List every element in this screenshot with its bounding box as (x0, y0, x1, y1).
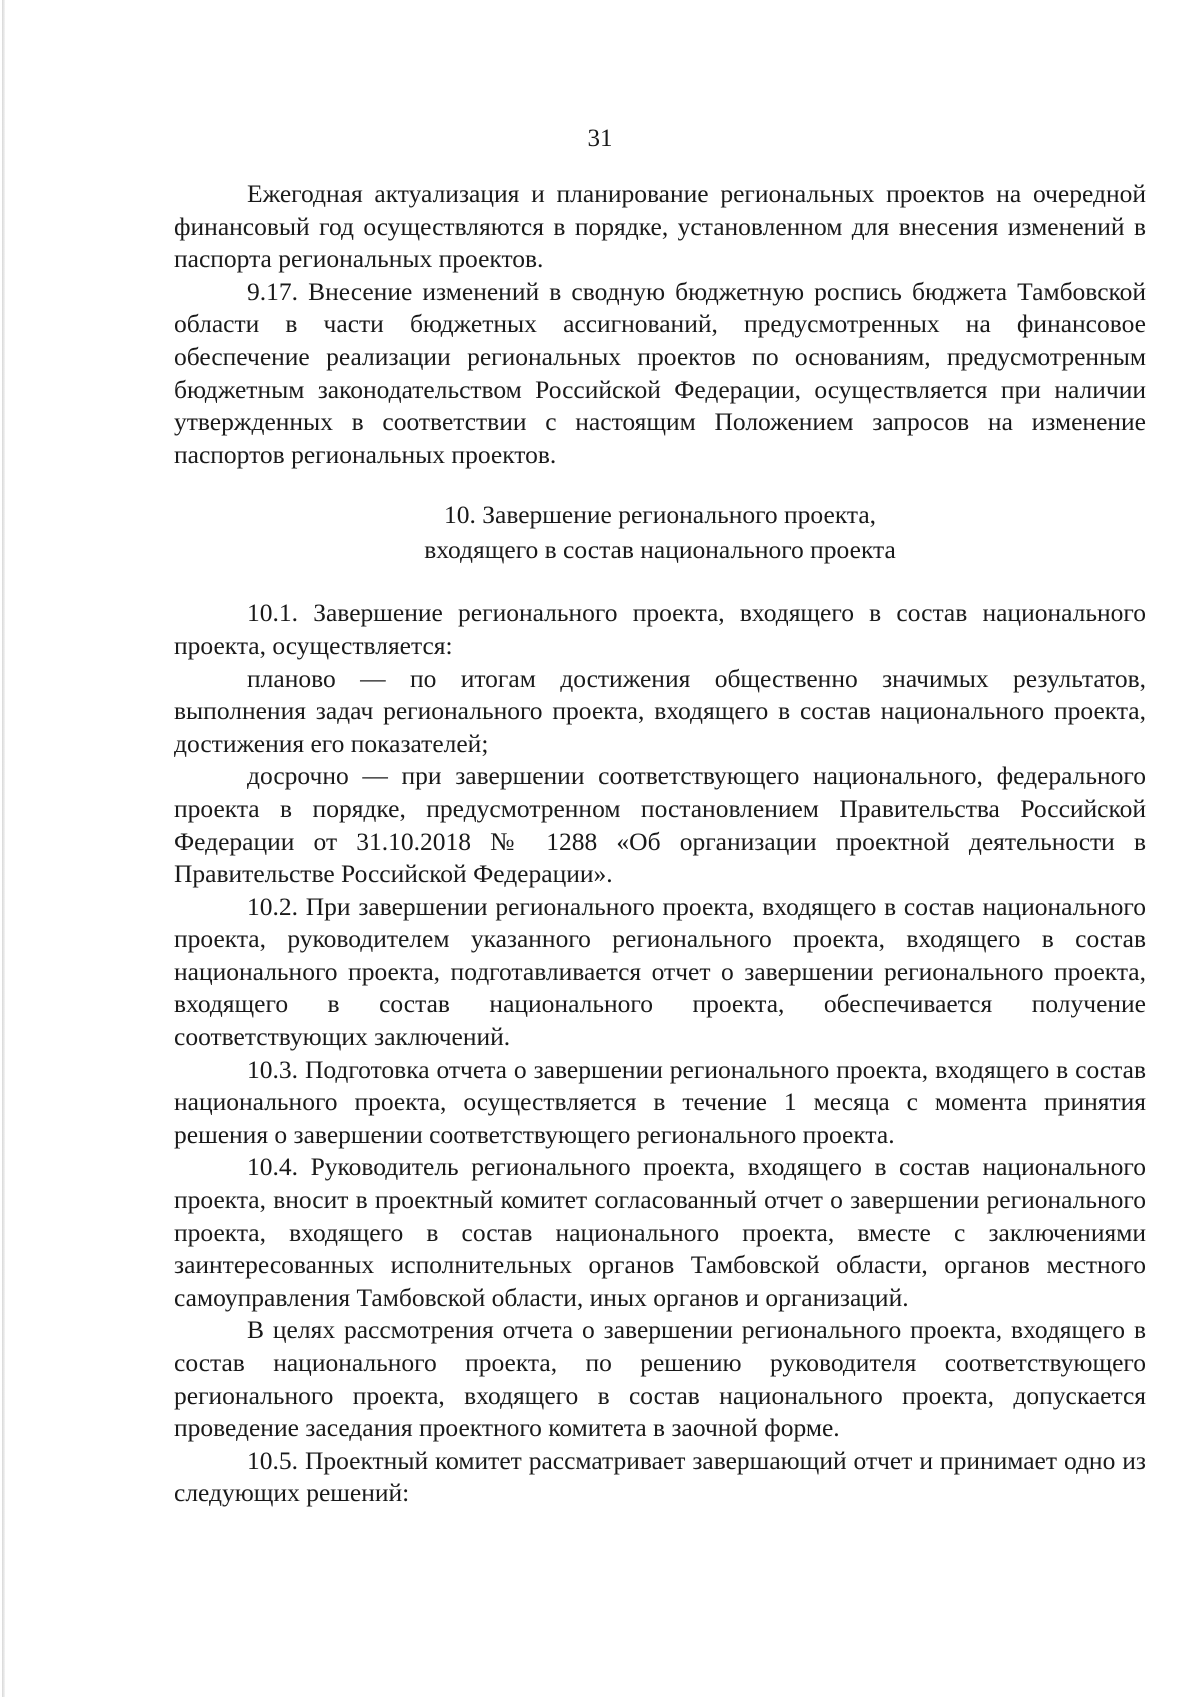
paragraph-9-17: 9.17. Внесение изменений в сводную бюджетную роспись бюджета Тамбовской области в части бюджетных ассигнований, предусмотренных на финансовое обеспечение реализации региональных проектов по основаниям, предусмотренным бюджетным законодательством Российской Федерации, осуществляется при наличии утвержденных в соответствии с настоящим Положением запросов на изменение паспортов региональных проектов. (174, 276, 1146, 469)
page-number: 31 (587, 125, 613, 152)
paragraph-annual-update: Ежегодная актуализация и планирование региональных проектов на очередной финансовый год осуществляются в порядке, установленном для внесения изменений в паспорта региональных проектов. (174, 179, 1146, 274)
paragraph-10-5: 10.5. Проектный комитет рассматривает завершающий отчет и принимает одно из следующих решений: (174, 1445, 1146, 1508)
paragraph-planned: планово — по итогам достижения общественно значимых результатов, выполнения задач регионального проекта, входящего в состав национального проекта, достижения его показателей; (174, 663, 1146, 758)
section-heading (174, 497, 1146, 567)
paragraph-10-4: 10.4. Руководитель регионального проекта, входящего в состав национального проекта, вносит в проектный комитет согласованный отчет о завершении регионального проекта, входящего в состав национального проекта, вместе с заключениями заинтересованных исполнительных органов Тамбовской области, органов местного самоуправления Тамбовской области, иных органов и организаций. (174, 1152, 1146, 1312)
paragraph-10-2: 10.2. При завершении регионального проекта, входящего в состав национального проекта, руководителем указанного регионального проекта, входящего в состав национального проекта, подготавливается отчет о завершении регионального проекта, входящего в состав национального проекта, обеспечивается получение соответствующих заключений. (174, 891, 1146, 1052)
paragraph-review: В целях рассмотрения отчета о завершении регионального проекта, входящего в состав национального проекта, по решению руководителя соответствующего регионального проекта, входящего в состав национального проекта, допускается проведение заседания проектного комитета в заочной форме. (174, 1315, 1146, 1443)
document-body (174, 178, 1146, 1510)
paragraph-early: досрочно — при завершении соответствующего национального, федерального проекта в порядке, предусмотренном постановлением Правительства Российской Федерации от 31.10.2018 № 1288 «Об организации проектной деятельности в Правительстве Российской Федерации». (174, 761, 1146, 889)
section-heading-line-2: входящего в состав национального проекта (424, 535, 896, 565)
paragraph-10-3: 10.3. Подготовка отчета о завершении регионального проекта, входящего в состав национального проекта, осуществляется в течение 1 месяца с момента принятия решения о завершении соответствующего регионального проекта. (174, 1054, 1146, 1149)
scan-edge (2, 0, 5, 1697)
section-heading-line-1: 10. Завершение регионального проекта, (443, 500, 877, 530)
paragraph-10-1: 10.1. Завершение регионального проекта, входящего в состав национального проекта, осуществляется: (174, 598, 1146, 660)
